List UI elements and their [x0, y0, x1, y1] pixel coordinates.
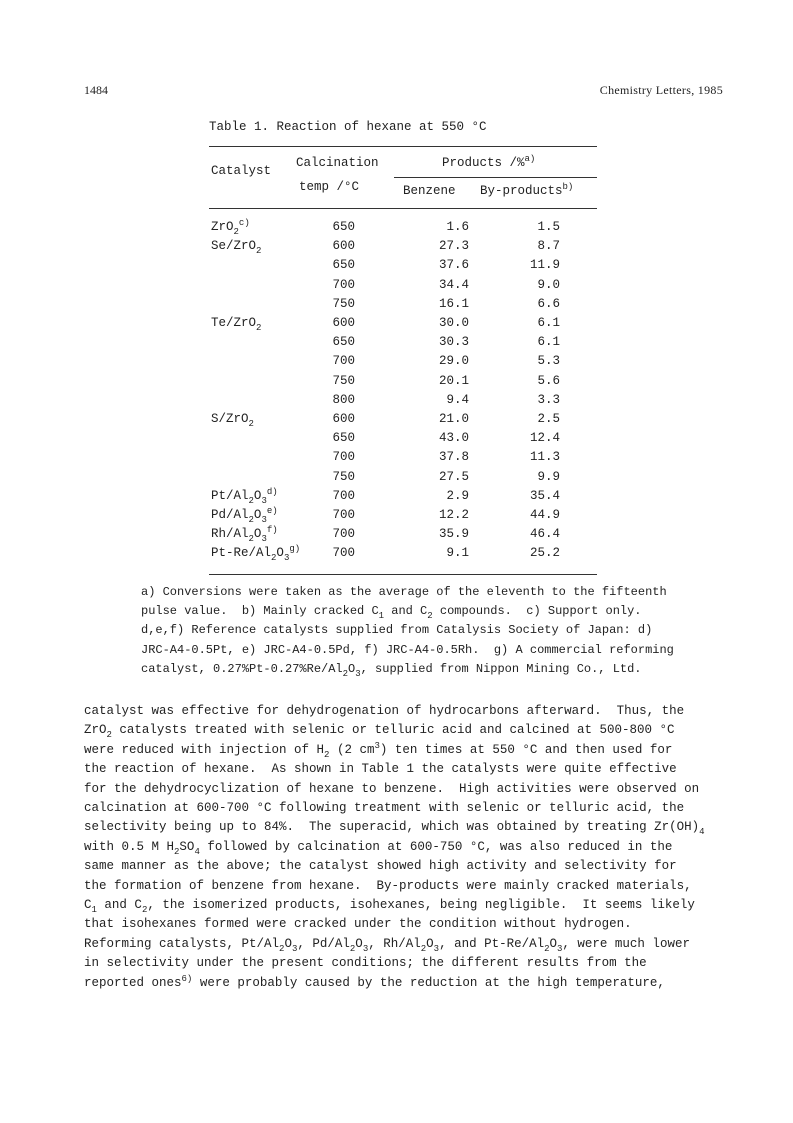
- header-products: Products /%$^{a)}$: [442, 154, 536, 170]
- cell-temp: 800: [332, 392, 355, 407]
- cell-temp: 700: [332, 546, 355, 561]
- table-footnotes: [141, 583, 711, 679]
- cell-byproducts: 44.9: [529, 508, 560, 522]
- cell-temp: 750: [332, 296, 355, 311]
- cell-benzene: 12.2: [438, 508, 469, 522]
- cell-catalyst: $Pt/Al_2O_3^{d)}$: [211, 486, 278, 506]
- cell-temp: 750: [332, 373, 355, 388]
- footnote-mark-b: b): [562, 182, 574, 192]
- cell-byproducts: 25.2: [529, 546, 560, 561]
- cell-byproducts: 9.9: [537, 469, 560, 484]
- cell-byproducts: 5.3: [537, 354, 560, 369]
- header-temp: temp /°C: [299, 180, 360, 194]
- journal-running-head: Chemistry Letters, 1985: [599, 83, 723, 97]
- cell-benzene: 30.3: [438, 335, 469, 350]
- body-line: Reforming catalysts, $Pt/Al_2O_3$, $Pd/Al_2O_3$, $Rh/Al_2O_3$, and $Pt-Re/Al_2O_3$, were much lower: [84, 936, 690, 954]
- body-line: were reduced with injection of $H_2$ (2 $cm^3$) ten times at 550 °C and then used for: [84, 740, 673, 760]
- cell-benzene: 30.0: [438, 316, 469, 330]
- cell-byproducts: 3.3: [537, 392, 560, 407]
- cell-temp: 650: [332, 431, 355, 446]
- cell-catalyst: $Pd/Al_2O_3^{e)}$: [211, 506, 278, 525]
- body-text: [84, 702, 729, 993]
- body-line: catalyst was effective for dehydrogenation of hydrocarbons afterward. Thus, the: [84, 704, 685, 718]
- cell-benzene: 1.6: [446, 220, 469, 234]
- cell-catalyst: Te/ZrO$_2$: [211, 316, 262, 333]
- cell-benzene: 37.6: [438, 258, 469, 273]
- cell-benzene: 21.0: [438, 412, 469, 426]
- cell-catalyst: S/ZrO$_2$: [211, 412, 254, 429]
- header-catalyst: Catalyst: [211, 164, 272, 178]
- cell-temp: 700: [332, 527, 355, 542]
- cell-catalyst: $Pt-Re/Al_2O_3^{g)}$: [211, 544, 301, 564]
- cell-byproducts: 35.4: [529, 488, 560, 503]
- footnote-line: pulse value. b) Mainly cracked $C_1$ and $C_2$ compounds. c) Support only.: [141, 604, 642, 622]
- body-line: the formation of benzene from hexane. By-products were mainly cracked materials,: [84, 878, 692, 893]
- cell-temp: 700: [332, 277, 355, 292]
- header-byproducts: By-products$^{b)}$: [480, 182, 574, 198]
- cell-byproducts: 11.3: [529, 450, 560, 465]
- cell-temp: 600: [332, 316, 355, 330]
- cell-byproducts: 1.5: [537, 220, 560, 234]
- cell-temp: 650: [332, 220, 355, 234]
- cell-temp: 600: [332, 239, 355, 254]
- cell-byproducts: 11.9: [529, 258, 560, 273]
- cell-temp: 700: [332, 508, 355, 522]
- cell-catalyst: Se/ZrO$_2$: [211, 239, 262, 257]
- footnote-line: JRC-A4-0.5Pt, e) JRC-A4-0.5Pd, f) JRC-A4-0.5Rh. g) A commercial reforming: [141, 642, 674, 657]
- cell-byproducts: 2.5: [537, 412, 560, 426]
- footnote-line: a) Conversions were taken as the average of the eleventh to the fifteenth: [141, 585, 667, 599]
- header-calcination: Calcination: [296, 156, 379, 170]
- body-line: that isohexanes formed were cracked under the condition without hydrogen.: [84, 917, 632, 932]
- cell-benzene: 20.1: [438, 373, 469, 388]
- cell-temp: 700: [332, 354, 355, 369]
- body-line: with 0.5 M $H_2SO_4$ followed by calcination at 600-750 °C, was also reduced in the: [84, 839, 673, 857]
- footnote-line: d,e,f) Reference catalysts supplied from Catalysis Society of Japan: d): [141, 623, 653, 638]
- cell-temp: 700: [332, 488, 355, 503]
- cell-temp: 650: [332, 258, 355, 273]
- footnote-line: catalyst, $0.27\%Pt-0.27\%Re/Al_2O_3$, supplied from Nippon Mining Co., Ltd.: [141, 661, 642, 679]
- cell-benzene: 35.9: [438, 527, 469, 542]
- cell-byproducts: 6.1: [537, 316, 560, 330]
- cell-benzene: 29.0: [438, 354, 469, 369]
- table-bottom-rule: [209, 574, 597, 575]
- cell-benzene: 9.1: [446, 546, 469, 561]
- cell-benzene: 37.8: [438, 450, 469, 465]
- cell-catalyst: $Rh/Al_2O_3^{f)}$: [211, 525, 278, 545]
- cell-catalyst: ZrO$_2^{c)}$: [211, 218, 250, 237]
- table-top-rule: [209, 146, 597, 147]
- body-line: in selectivity under the present conditions; the different results from the: [84, 956, 647, 971]
- body-line: the reaction of hexane. As shown in Table 1 the catalysts were quite effective: [84, 762, 677, 777]
- cell-byproducts: 9.0: [537, 277, 560, 292]
- cell-benzene: 34.4: [438, 277, 469, 292]
- body-line: $C_1$ and $C_2$, the isomerized products, isohexanes, being negligible. It seems likely: [84, 898, 695, 916]
- body-line: ZrO$_2$ catalysts treated with selenic or telluric acid and calcined at 500-800 °C: [84, 723, 675, 741]
- cell-benzene: 27.5: [438, 469, 469, 484]
- cell-temp: 600: [332, 412, 355, 426]
- header-bottom-rule: [209, 208, 597, 209]
- cell-temp: 700: [332, 450, 355, 465]
- cell-byproducts: 8.7: [537, 239, 560, 254]
- cell-byproducts: 46.4: [529, 527, 560, 542]
- cell-byproducts: 12.4: [529, 431, 560, 446]
- cell-benzene: 9.4: [446, 392, 469, 407]
- cell-benzene: 43.0: [438, 431, 469, 446]
- table-title: Table 1. Reaction of hexane at 550 °C: [209, 120, 487, 134]
- body-line: selectivity being up to 84%. The superacid, which was obtained by treating $Zr(OH)_4$: [84, 820, 705, 838]
- body-line: calcination at 600-700 °C following treatment with selenic or telluric acid, the: [84, 801, 685, 816]
- cell-byproducts: 6.1: [537, 335, 560, 350]
- cell-byproducts: 6.6: [537, 296, 560, 311]
- page-number: 1484: [84, 83, 108, 97]
- cell-benzene: 2.9: [446, 488, 469, 503]
- cell-temp: 650: [332, 335, 355, 350]
- products-rule: [394, 177, 597, 178]
- header-benzene: Benzene: [403, 184, 456, 198]
- cell-benzene: 16.1: [438, 296, 469, 311]
- cell-byproducts: 5.6: [537, 373, 560, 388]
- footnote-mark-a: a): [524, 154, 536, 164]
- cell-benzene: 27.3: [438, 239, 469, 254]
- body-line: for the dehydrocyclization of hexane to benzene. High activities were observed on: [84, 781, 700, 796]
- cell-temp: 750: [332, 469, 355, 484]
- body-line: same manner as the above; the catalyst showed high activity and selectivity for: [84, 859, 677, 874]
- body-line: reported ones$^{6)}$ were probably caused by the reduction at the high temperature,: [84, 973, 665, 990]
